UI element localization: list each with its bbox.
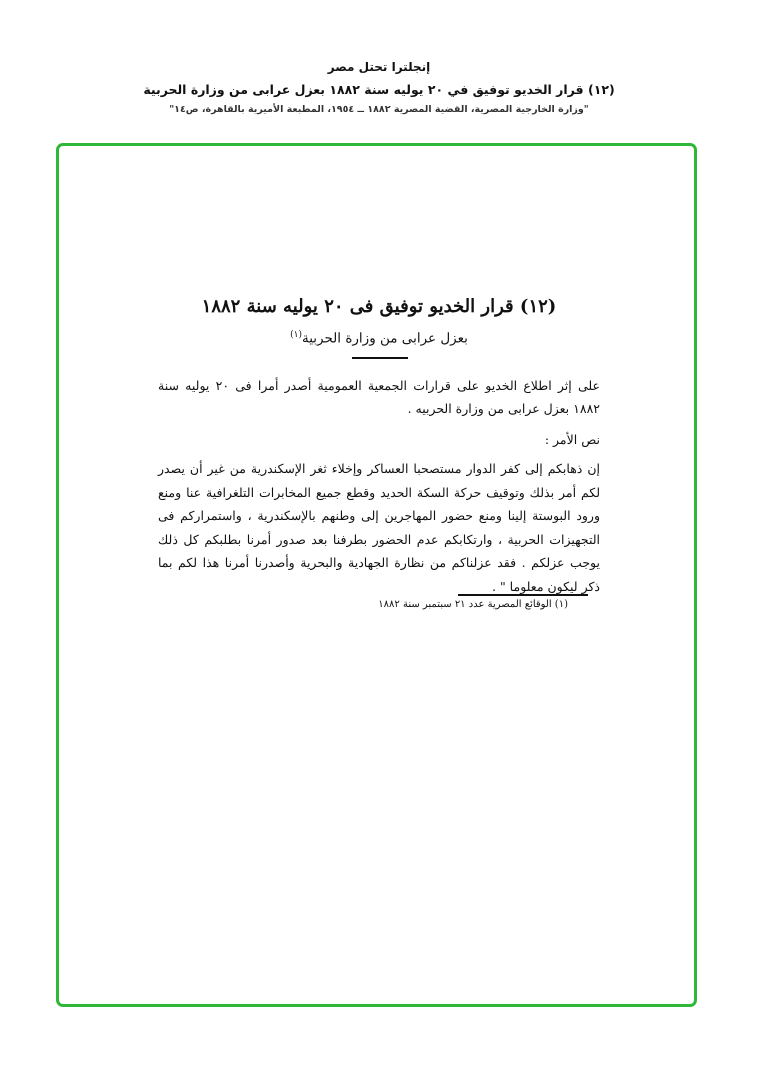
footnote-divider [458,594,588,596]
footnote-text: (١) الوقائع المصرية عدد ٢١ سبتمبر سنة ١٨٨٢ [378,599,568,610]
intro-paragraph: على إثر اطلاع الخديو على قرارات الجمعية العمومية أصدر أمرا فى ٢٠ يوليه سنة ١٨٨٢ بعزل عرابى من وزارة الحربيه . [158,378,600,416]
header-document-title: (١٢) قرار الخديو توفيق في ٢٠ يوليه سنة ١٨٨٢ بعزل عرابى من وزارة الحربية [143,82,615,97]
order-label: نص الأمر : [544,432,600,447]
header-series-title: إنجلترا تحتل مصر [327,60,431,74]
decree-subtitle [120,330,638,347]
decree-title: (١٢) قرار الخديو توفيق فى ٢٠ يوليه سنة ١٨٨٢ [201,296,557,317]
order-paragraph: إن ذهابكم إلى كفر الدوار مستصحبا العساكر وإخلاء ثغر الإسكندرية من غير أن يصدر لكم أمر بذلك وتوقيف حركة السكة الحديد وقطع جميع المخابرات التلغرافية عنا ومنع ورود البوستة إلينا ومنع حضور المهاجرين إلى وطنهم بالإسكندرية ، واستمراركم فى التجهيزات الحربية ، وارتكابكم عدم الحضور بطرفنا بعد صدور أمرنا بطلبكم كل ذلك يوجب عزلكم . فقد عزلناكم من نظارة الجهادية والبحرية وأصدرنا أمرنا هذا لكم بما ذكر ليكون معلوما " . [158,461,600,594]
header-source-citation: "وزارة الخارجية المصرية، القضية المصرية ١٨٨٢ ــ ١٩٥٤، المطبعة الأميرية بالقاهرة، ص١٤" [169,104,589,115]
title-divider [352,357,408,359]
decree-subtitle-text: بعزل عرابى من وزارة الحربية [301,330,468,347]
footnote-marker: (١) [290,330,302,340]
